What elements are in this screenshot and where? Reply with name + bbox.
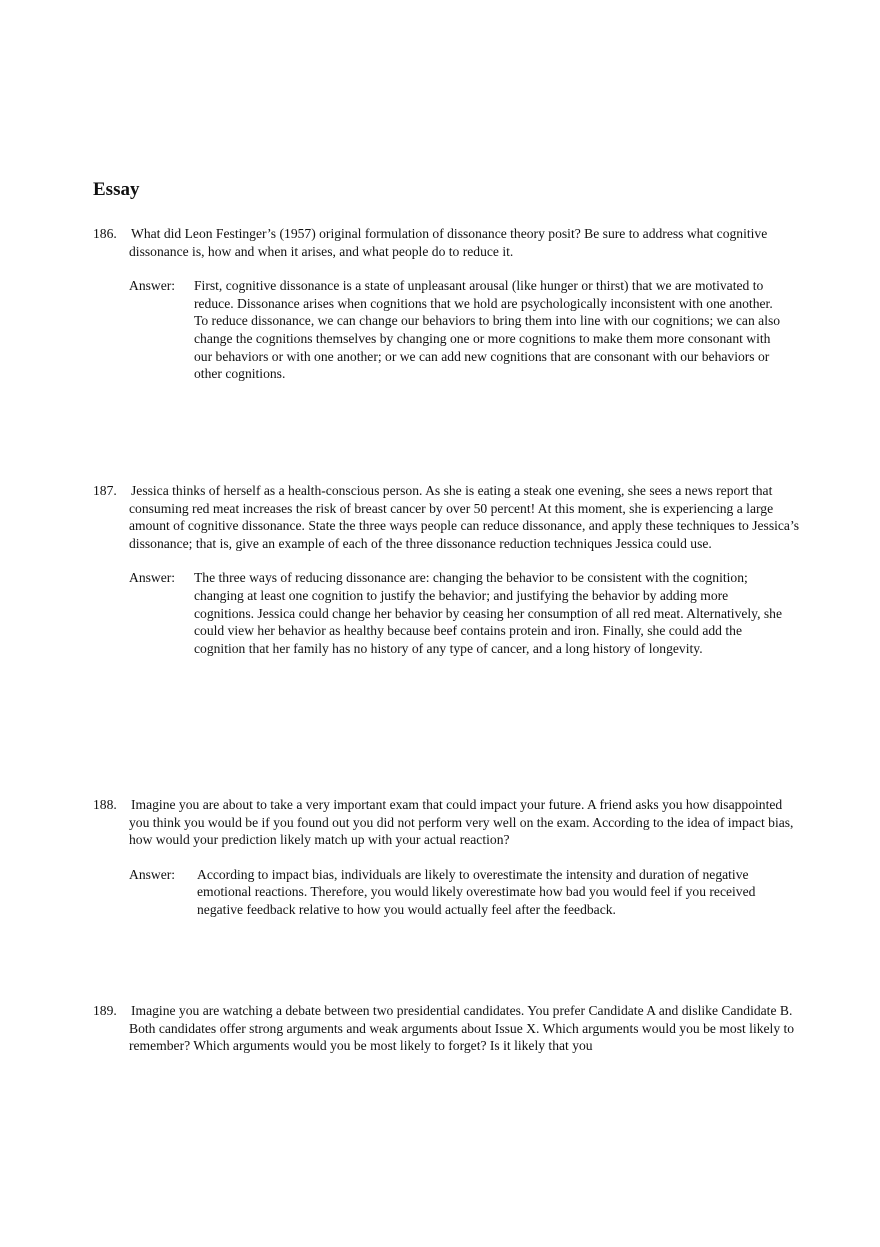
question-text: What did Leon Festinger’s (1957) original formulation of dissonance theory posit? Be sure to address what cognitive dissonance is, how and when it arises, and what people do to reduce it.	[129, 226, 768, 259]
answer-label: Answer:	[129, 278, 176, 294]
question-row	[93, 482, 803, 552]
question-row	[93, 1002, 803, 1055]
answer-label: Answer:	[129, 866, 176, 882]
answer-text: First, cognitive dissonance is a state of unpleasant arousal (like hunger or thirst) that we are motivated to reduce. Dissonance arises when cognitions that we hold are psychologically inconsistent with one another. To reduce dissonance, we can change our behaviors to bring them into line with our cognitions; we can also change the cognitions themselves by changing one or more cognitions to make them more consonant with our behaviors or with one another; or we can add new cognitions that are consonant with our behaviors or other cognitions.	[194, 278, 781, 382]
question-number: 189.	[93, 1003, 117, 1018]
question-text: Imagine you are watching a debate between two presidential candidates. You prefer Candidate A and dislike Candidate B. Both candidates offer strong arguments and weak arguments about Issue X. Which arguments would you be most likely to remember? Which arguments would you be most likely to forget? Is it likely that you	[129, 1003, 795, 1054]
question-item	[93, 1002, 803, 1055]
question-item	[93, 796, 803, 919]
answer-row	[129, 866, 803, 919]
answer-label: Answer:	[129, 570, 176, 586]
answer-text: The three ways of reducing dissonance are: changing the behavior to be consistent with the cognition; changing at least one cognition to justify the behavior; and justifying the behavior by adding more cognitions. Jessica could change her behavior by ceasing her consumption of all red meat. Alternatively, she could view her behavior as healthy because beef contains protein and iron. Finally, she could add the cognition that her family has no history of any type of cancer, and a long history of longevity.	[194, 570, 783, 656]
question-number: 187.	[93, 483, 117, 498]
section-heading: Essay	[93, 179, 140, 200]
question-item	[93, 482, 803, 657]
question-row	[93, 796, 803, 849]
question-item	[93, 225, 803, 383]
answer-row	[129, 569, 803, 657]
question-number: 186.	[93, 226, 117, 241]
answer-text: According to impact bias, individuals are likely to overestimate the intensity and duration of negative emotional reactions. Therefore, you would likely overestimate how bad you would feel if you received negative feedback relative to how you would actually feel after the feedback.	[197, 866, 756, 917]
question-row	[93, 225, 803, 260]
question-text: Jessica thinks of herself as a health-conscious person. As she is eating a steak one evening, she sees a news report that consuming red meat increases the risk of breast cancer by over 50 percent! At this moment, she is experiencing a large amount of cognitive dissonance. State the three ways people can reduce dissonance, and apply these techniques to Jessica’s dissonance; that is, give an example of each of the three dissonance reduction techniques Jessica could use.	[129, 483, 800, 551]
question-text: Imagine you are about to take a very important exam that could impact your future. A friend asks you how disappointed you think you would be if you found out you did not perform very well on the exam. According to the idea of impact bias, how would your prediction likely match up with your actual reaction?	[129, 797, 794, 848]
question-number: 188.	[93, 797, 117, 812]
answer-row	[129, 277, 803, 383]
